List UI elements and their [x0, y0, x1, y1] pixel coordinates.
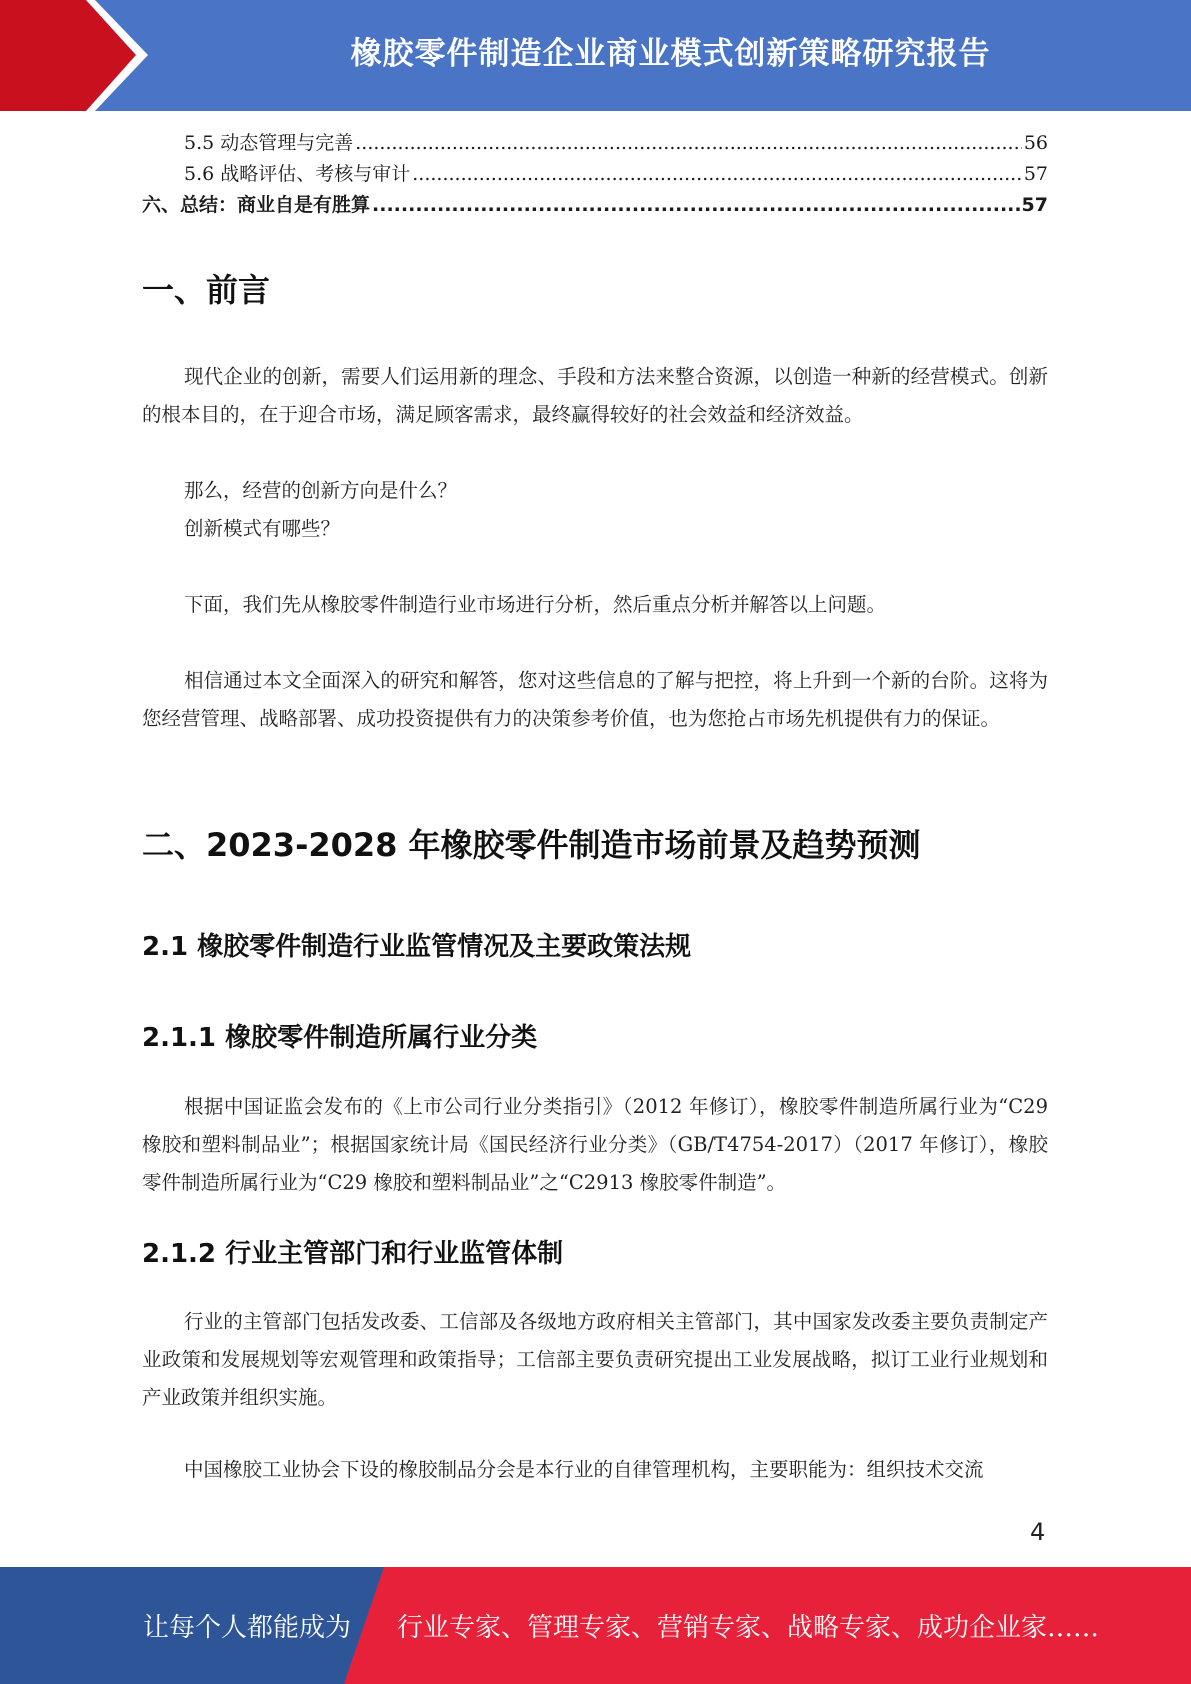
chapter-2-heading: 二、2023-2028 年橡胶零件制造市场前景及趋势预测 — [142, 826, 921, 864]
section-2-1-2-paragraph-2: 中国橡胶工业协会下设的橡胶制品分会是本行业的自律管理机构，主要职能为：组织技术交流 — [184, 1458, 984, 1481]
preface-paragraph-3: 相信通过本文全面深入的研究和解答，您对这些信息的了解与把控，将上升到一个新的台阶。这将为您经营管理、战略部署、成功投资提供有力的决策参考价值，也为您抢占市场先机提供有力的保证。 — [142, 669, 1048, 730]
toc-entry-page: 57 — [1021, 194, 1048, 216]
section-2-1-1-heading: 2.1.1 橡胶零件制造所属行业分类 — [142, 1023, 538, 1053]
toc-entry-label: 5.6 战略评估、考核与审计 — [184, 163, 411, 185]
toc-entry-label: 六、总结：商业自是有胜算 — [142, 194, 371, 216]
toc-entry[interactable] — [142, 159, 1048, 190]
section-2-1-2-heading: 2.1.2 行业主管部门和行业监管体制 — [142, 1239, 564, 1269]
preface-heading: 一、前言 — [142, 271, 271, 309]
toc-leader-dots — [355, 132, 1022, 154]
toc-entry-label: 5.5 动态管理与完善 — [184, 132, 354, 154]
page-header — [0, 0, 1191, 111]
toc-entry[interactable] — [142, 128, 1048, 159]
toc-entry-page: 56 — [1023, 132, 1048, 154]
footer-slogan-right: 行业专家、管理专家、营销专家、战略专家、成功企业家…… — [397, 1613, 1100, 1643]
preface-paragraph-1: 现代企业的创新，需要人们运用新的理念、手段和方法来整合资源，以创造一种新的经营模式。创新的根本目的，在于迎合市场，满足顾客需求，最终赢得较好的社会效益和经济效益。 — [142, 365, 1048, 426]
table-of-contents — [142, 128, 1048, 221]
section-2-1-heading: 2.1 橡胶零件制造行业监管情况及主要政策法规 — [142, 932, 692, 962]
section-2-1-2-paragraph-1: 行业的主管部门包括发改委、工信部及各级地方政府相关主管部门，其中国家发改委主要负责制定产业政策和发展规划等宏观管理和政策指导；工信部主要负责研究提出工业发展战略，拟订工业行业规划和产业政策并组织实施。 — [142, 1310, 1048, 1409]
report-title: 橡胶零件制造企业商业模式创新策略研究报告 — [350, 36, 991, 72]
preface-question-2: 创新模式有哪些？ — [184, 517, 341, 540]
toc-leader-dots — [372, 194, 1020, 216]
section-2-1-1-paragraph: 根据中国证监会发布的《上市公司行业分类指引》（2012 年修订），橡胶零件制造所属行业为“C29 橡胶和塑料制品业”；根据国家统计局《国民经济行业分类》（GB/T4754-2017）（2017 年修订），橡胶零件制造所属行业为“C29 橡胶和塑料制品业”之“C2913 橡胶零件制造”。 — [142, 1095, 1048, 1194]
toc-entry[interactable] — [142, 190, 1048, 221]
toc-leader-dots — [412, 163, 1022, 185]
preface-question-1: 那么，经营的创新方向是什么？ — [184, 479, 458, 502]
page-footer — [0, 1567, 1191, 1684]
footer-slogan-left: 让每个人都能成为 — [143, 1613, 352, 1643]
preface-paragraph-2: 下面，我们先从橡胶零件制造行业市场进行分析，然后重点分析并解答以上问题。 — [184, 593, 887, 616]
toc-entry-page: 57 — [1023, 163, 1048, 185]
header-arrow-icon — [0, 0, 160, 111]
page-number: 4 — [1030, 1518, 1046, 1546]
